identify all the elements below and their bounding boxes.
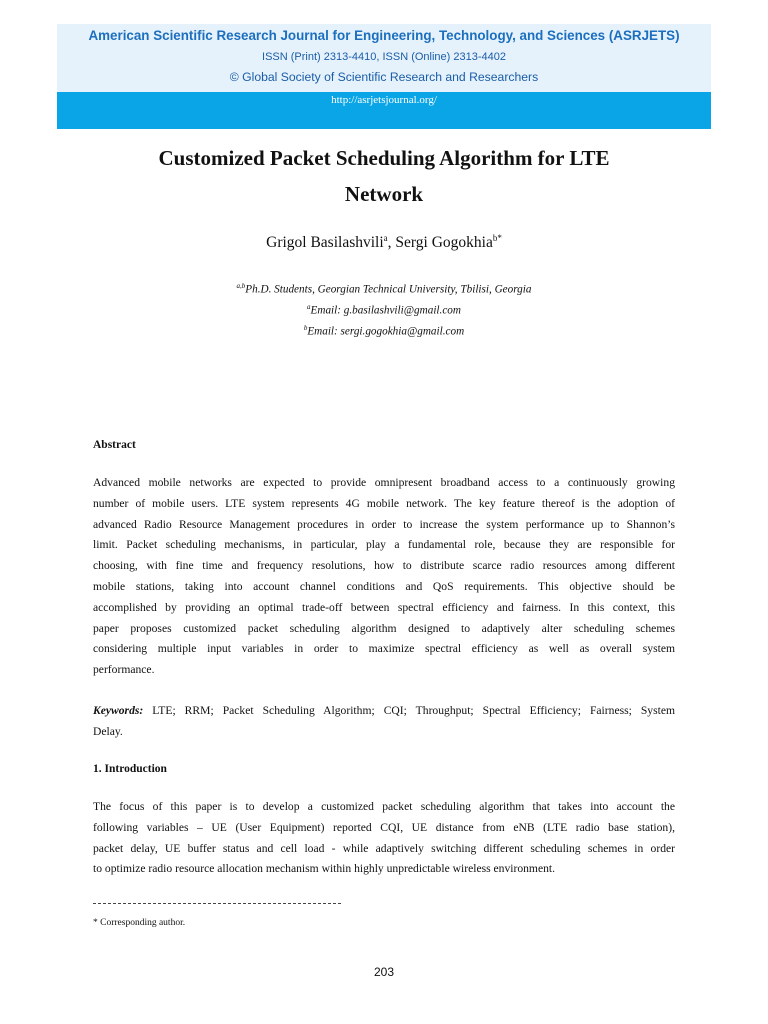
email-a-superscript: a (307, 303, 311, 311)
abstract-line: number of mobile users. LTE system represents 4G mobile network. The key feature thereof is the adoption of (93, 496, 675, 510)
abstract-line: performance. (93, 663, 155, 677)
abstract-body (93, 473, 675, 681)
author-2-superscript: b* (492, 233, 502, 243)
abstract-line: advanced Radio Resource Management procedures in order to increase the system performance up to Shannon’s (93, 517, 675, 531)
email-b-superscript: b (303, 324, 308, 332)
journal-issn: ISSN (Print) 2313-4410, ISSN (Online) 2313-4402 (262, 51, 506, 63)
email-b-text: Email: sergi.gogokhia@gmail.com (307, 325, 465, 338)
page-number: 203 (373, 965, 395, 979)
affiliation (84, 282, 684, 296)
paper-title-line-1: Customized Packet Scheduling Algorithm for LTE (158, 146, 610, 170)
abstract-line: paper proposes customized packet scheduling algorithm designed to adaptively alter scheduling schemes (93, 621, 675, 635)
footnote: * Corresponding author. (93, 918, 186, 928)
email-a-text: Email: g.basilashvili@gmail.com (310, 304, 461, 317)
abstract-line: considering multiple input variables in order to maximize spectral efficiency as well as overall system (93, 642, 675, 656)
abstract-line: Advanced mobile networks are expected to provide omnipresent broadband access to a continuously growing (93, 476, 675, 489)
affiliation-superscript: a,b (236, 282, 246, 290)
keywords-line-1 (93, 701, 675, 722)
paper-title-line-2: Network (344, 182, 424, 206)
author-1-superscript: a (383, 233, 388, 243)
footnote-rule (93, 903, 341, 904)
introduction-heading: 1. Introduction (93, 763, 167, 775)
keywords (93, 701, 675, 743)
introduction-line: The focus of this paper is to develop a customized packet scheduling algorithm that takes into account the (93, 800, 675, 813)
abstract-line: mobile stations, taking into account channel conditions and QoS requirements. This objective should be (93, 579, 675, 593)
author-1: Grigol Basilashvili (266, 234, 384, 252)
abstract-line: accomplished by providing an optimal trade-off between spectral efficiency and fairness. In this context, this (93, 600, 675, 614)
abstract-line: limit. Packet scheduling mechanisms, in particular, play a fundamental role, because they are responsible for (93, 538, 675, 552)
abstract-heading: Abstract (93, 439, 136, 451)
keywords-label: Keywords: (93, 704, 144, 717)
keywords-list: LTE; RRM; Packet Scheduling Algorithm; CQI; Throughput; Spectral Efficiency; Fairness; System (143, 704, 675, 717)
introduction-line: following variables – UE (User Equipment) reported CQI, UE distance from eNB (LTE radio base station), (93, 820, 675, 834)
introduction-body (93, 797, 675, 880)
journal-society: © Global Society of Scientific Research and Researchers (229, 70, 539, 84)
email-a (84, 303, 684, 317)
affiliation-text: Ph.D. Students, Georgian Technical University, Tbilisi, Georgia (245, 283, 532, 296)
journal-url[interactable]: http://asrjetsjournal.org/ (331, 94, 437, 106)
keywords-line-2: Delay. (93, 724, 123, 738)
author-list (84, 233, 684, 252)
journal-banner (57, 24, 711, 129)
introduction-line: packet delay, UE buffer status and cell load - while adaptively switching different scheduling schemes in order (93, 841, 675, 855)
abstract-line: choosing, with fine time and frequency resolutions, how to distribute scarce radio resources among different (93, 559, 675, 573)
introduction-line: to optimize radio resource allocation mechanism within highly unpredictable wireless environment. (93, 862, 556, 876)
journal-title: American Scientific Research Journal for Engineering, Technology, and Sciences (ASRJETS) (88, 28, 680, 43)
paper-title (84, 140, 684, 212)
author-2: , Sergi Gogokhia (387, 234, 493, 252)
email-b (84, 324, 684, 338)
